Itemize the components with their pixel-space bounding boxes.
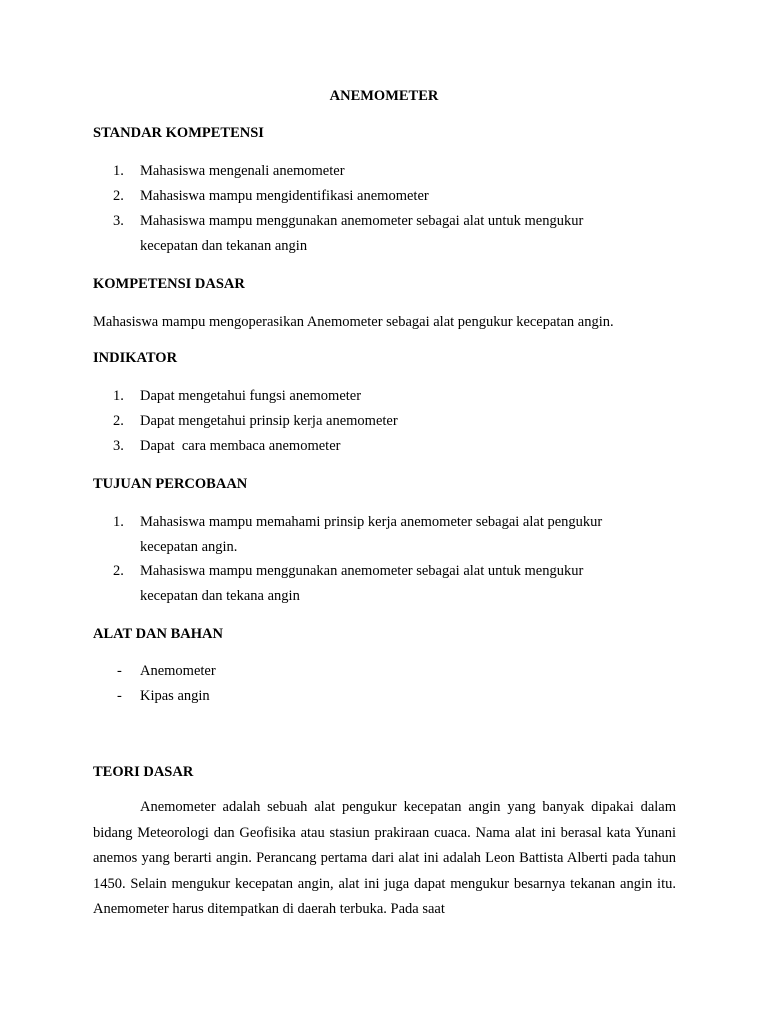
heading-kompetensi-dasar: KOMPETENSI DASAR <box>93 276 245 292</box>
heading-teori-dasar: TEORI DASAR <box>93 764 194 780</box>
heading-alat-dan-bahan: ALAT DAN BAHAN <box>93 626 223 642</box>
list-item-continuation: kecepatan dan tekanan angin <box>140 238 308 254</box>
list-item: Mahasiswa mampu menggunakan anemometer sebagai alat untuk mengukur <box>140 213 584 229</box>
list-number: 1. <box>113 163 124 179</box>
document-title: ANEMOMETER <box>329 88 439 104</box>
list-item: Mahasiswa mengenali anemometer <box>140 163 345 179</box>
list-number: 2. <box>113 188 124 204</box>
list-item-continuation: kecepatan angin. <box>140 539 238 555</box>
list-item: Dapat mengetahui prinsip kerja anemometer <box>140 413 398 429</box>
bullet-dash: - <box>117 688 122 704</box>
list-item-continuation: kecepatan dan tekana angin <box>140 588 300 604</box>
list-number: 2. <box>113 413 124 429</box>
list-item: Mahasiswa mampu memahami prinsip kerja anemometer sebagai alat pengukur <box>140 514 603 530</box>
heading-standar-kompetensi: STANDAR KOMPETENSI <box>93 125 264 141</box>
list-number: 3. <box>113 213 124 229</box>
list-number: 3. <box>113 438 124 454</box>
list-item: Anemometer <box>140 663 216 679</box>
list-item: Dapat cara membaca anemometer <box>140 438 341 454</box>
list-number: 2. <box>113 563 124 579</box>
list-item: Dapat mengetahui fungsi anemometer <box>140 388 362 404</box>
list-number: 1. <box>113 514 124 530</box>
heading-indikator: INDIKATOR <box>93 350 178 366</box>
list-item: Mahasiswa mampu mengidentifikasi anemometer <box>140 188 429 204</box>
list-item: Kipas angin <box>140 688 210 704</box>
bullet-dash: - <box>117 663 122 679</box>
list-item: Mahasiswa mampu menggunakan anemometer sebagai alat untuk mengukur <box>140 563 584 579</box>
list-number: 1. <box>113 388 124 404</box>
teori-dasar-paragraph: Anemometer adalah sebuah alat pengukur kecepatan angin yang banyak dipakai dalam bidang Meteorologi dan Geofisika atau stasiun prakiraan cuaca. Nama alat ini berasal kata Yunani anemos yang berarti angin. Perancang pertama dari alat ini adalah Leon Battista Alberti pada tahun 1450. Selain mengukur kecepatan angin, alat ini juga dapat mengukur besarnya tekanan angin itu. Anemometer harus ditempatkan di daerah terbuka. Pada saat <box>93 799 676 917</box>
heading-tujuan-percobaan: TUJUAN PERCOBAAN <box>93 476 248 492</box>
kompetensi-dasar-text: Mahasiswa mampu mengoperasikan Anemometer sebagai alat pengukur kecepatan angin. <box>93 314 614 330</box>
